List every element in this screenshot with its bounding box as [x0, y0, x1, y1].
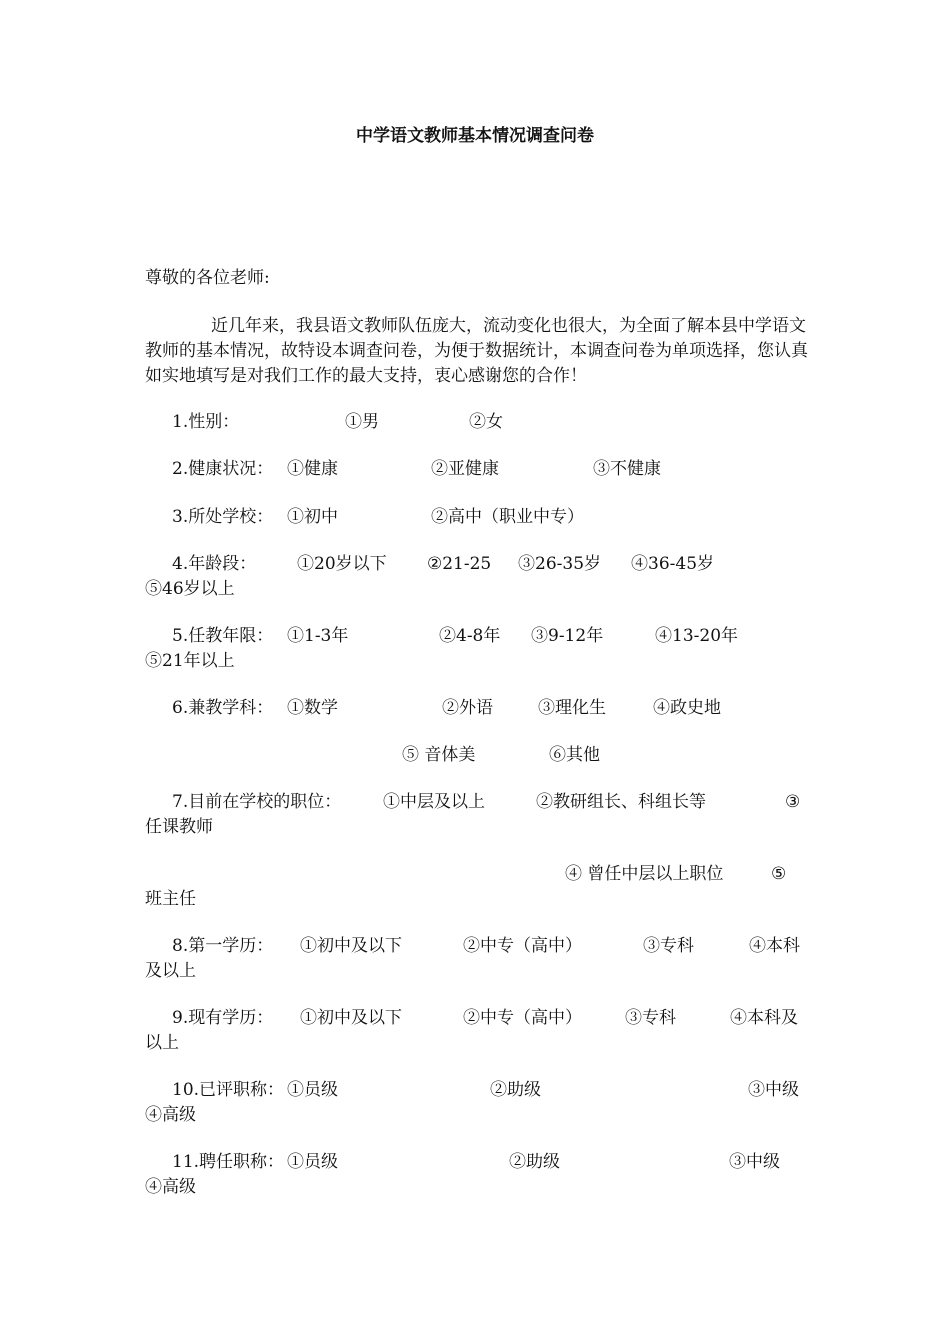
option: ⑤46岁以上: [145, 579, 235, 599]
option: ③中级: [729, 1152, 780, 1172]
option: ①员级: [287, 1152, 338, 1172]
option: ②高中（职业中专）: [431, 507, 584, 527]
question-8: [145, 934, 810, 984]
question-label: 1.性别：: [172, 412, 240, 432]
option: ④本科及: [730, 1008, 798, 1028]
option: ④高级: [145, 1105, 196, 1125]
option: ①初中及以下: [300, 1008, 402, 1028]
question-label: 3.所处学校：: [172, 507, 274, 527]
option: ③不健康: [593, 459, 661, 479]
question-label: 2.健康状况：: [172, 459, 274, 479]
option: ①数学: [287, 698, 338, 718]
option: ②中专（高中）: [463, 1008, 582, 1028]
option: ②助级: [509, 1152, 560, 1172]
option: ④13-20年: [655, 626, 739, 646]
option-continued: 任课教师: [145, 817, 213, 837]
question-5: [145, 624, 810, 674]
question-2: [145, 457, 810, 482]
question-label: 11.聘任职称：: [172, 1152, 285, 1172]
option-continued: 以上: [145, 1033, 179, 1053]
option: ④政史地: [653, 698, 721, 718]
option: ②4-8年: [439, 626, 501, 646]
option: ④高级: [145, 1177, 196, 1197]
option: ③: [785, 792, 801, 812]
option: ①员级: [287, 1080, 338, 1100]
option: ②中专（高中）: [463, 936, 582, 956]
option: ⑤: [771, 864, 787, 884]
question-label: 5.任教年限：: [172, 626, 274, 646]
option: ③专科: [625, 1008, 676, 1028]
question-1: [145, 410, 810, 435]
question-4: [145, 552, 810, 602]
option: ②亚健康: [431, 459, 499, 479]
option: ②女: [469, 412, 503, 432]
question-label: 7.目前在学校的职位：: [172, 792, 342, 812]
question-9: [145, 1006, 810, 1056]
option: ③9-12年: [531, 626, 604, 646]
option: ③中级: [748, 1080, 799, 1100]
option: ③理化生: [538, 698, 606, 718]
option: ③26-35岁: [518, 554, 602, 574]
question-11: [145, 1150, 810, 1200]
option: ④ 曾任中层以上职位: [565, 864, 724, 884]
question-label: 4.年龄段：: [172, 554, 257, 574]
option: ①中层及以上: [383, 792, 485, 812]
question-label: 9.现有学历：: [172, 1008, 274, 1028]
option: ①初中: [287, 507, 338, 527]
question-6: [145, 696, 810, 721]
question-3: [145, 505, 810, 530]
question-label: 8.第一学历：: [172, 936, 274, 956]
option: ⑥其他: [549, 745, 600, 765]
option: ②教研组长、科组长等: [536, 792, 706, 812]
salutation: 尊敬的各位老师:: [145, 268, 270, 288]
question-label: 10.已评职称：: [172, 1080, 285, 1100]
question-6-continued: [145, 743, 810, 768]
question-10: [145, 1078, 810, 1128]
document-title: 中学语文教师基本情况调查问卷: [356, 126, 594, 146]
option-continued: 班主任: [145, 889, 196, 909]
option: ②助级: [490, 1080, 541, 1100]
option: ①20岁以下: [297, 554, 387, 574]
option: ③专科: [643, 936, 694, 956]
option: ⑤21年以上: [145, 651, 235, 671]
option: ④本科: [749, 936, 800, 956]
option: ⑤ 音体美: [402, 745, 476, 765]
question-7: [145, 790, 810, 840]
option: ②21-25: [427, 554, 492, 574]
option-continued: 及以上: [145, 961, 196, 981]
option: ②外语: [442, 698, 493, 718]
intro-paragraph: 近几年来，我县语文教师队伍庞大，流动变化也很大，为全面了解本县中学语文教师的基本情况，故特设本调查问卷，为便于数据统计，本调查问卷为单项选择，您认真如实地填写是对我们工作的最大支持，衷心感谢您的合作！: [145, 316, 808, 386]
option: ①初中及以下: [300, 936, 402, 956]
question-label: 6.兼教学科：: [172, 698, 274, 718]
question-7-continued: [145, 862, 810, 912]
option: ④36-45岁: [631, 554, 715, 574]
option: ①1-3年: [287, 626, 349, 646]
option: ①健康: [287, 459, 338, 479]
option: ①男: [345, 412, 379, 432]
